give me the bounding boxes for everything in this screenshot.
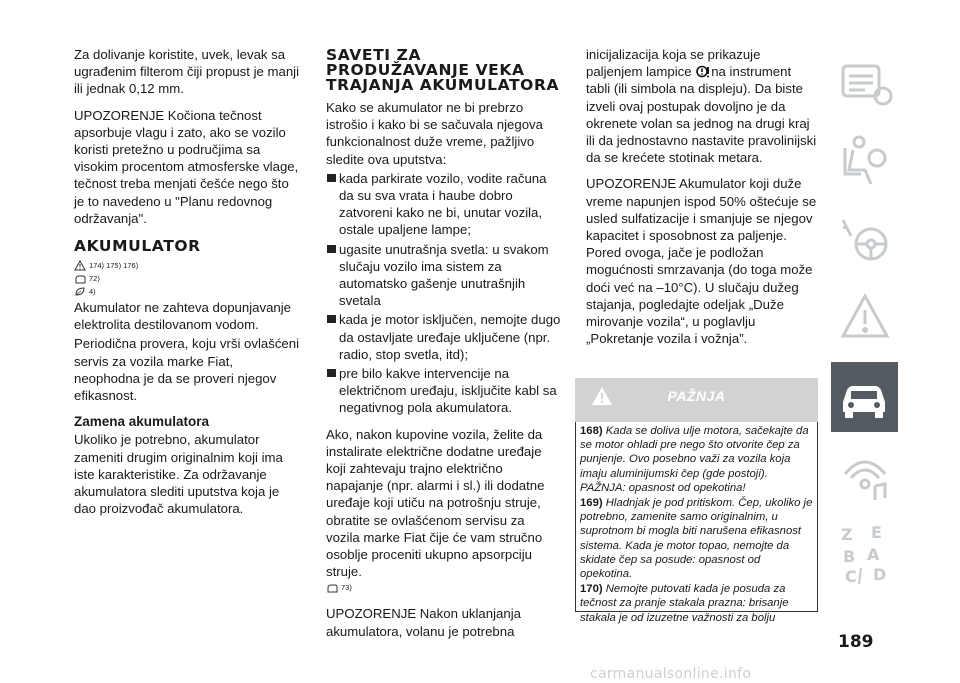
caution-hand-icon (74, 273, 86, 284)
warning-box (575, 378, 818, 624)
column-1 (74, 46, 302, 526)
tab-maintenance[interactable] (831, 362, 898, 432)
warning-box-body (575, 422, 818, 624)
paragraph-funnel: Za dolivanje koristite, uvek, levak sa ugrađenim filterom čiji propust je manji ili jednak 0,12 mm. (74, 47, 300, 97)
paragraph-periodic-check: Periodična provera, koju vrši ovlašćeni servis za vozila marke Fiat, neophodna je da se proveri njegov efikasnost. (74, 336, 300, 404)
tab-starting-driving[interactable] (831, 206, 898, 276)
paragraph-text-end: na instrument tabli (ili simbola na displeju). Da biste izveli ovaj postupak dovoljno je da okrenete volan sa jednog na drugi kraj ili da jednostavno nastavite pravolinijski da se krećete stotinak metara. (586, 64, 817, 166)
svg-text:B: B (843, 547, 856, 566)
subheading-battery-replacement: Zamena akumulatora (74, 414, 210, 430)
warning-box-header (575, 378, 818, 422)
bullet-item: ugasite unutrašnja svetla: u svakom slučaju vozilo ima sistem za automatsko gašenje unutrašnjih svetala (326, 241, 562, 310)
warning-item-number: 168) (580, 425, 603, 437)
bullet-item: kada parkirate vozilo, vodite računa da su sva vrata i haube dobro zatvoreni kako ne bi, unutar vozila, ostale upaljene lampe; (326, 170, 562, 239)
seat-airbag-icon (831, 128, 898, 198)
svg-text:A: A (867, 545, 880, 564)
reference-numbers: 73) (341, 583, 352, 593)
svg-text:C: C (845, 567, 857, 586)
warning-item-number: 169) (580, 497, 603, 510)
tab-car-info[interactable] (831, 50, 898, 120)
warning-item-text: Nemojte putovati kada je posuda za tečnost za pranje stakala prazna: brisanje stakala je od izuzetne važnosti za bolju (580, 583, 789, 624)
paragraph-brake-fluid-warning: UPOZORENJE Kočiona tečnost apsorbuje vlagu i zato, ako se vozilo koristi pretežno u područjima sa visokim procentom atmosferske vlage, tečnost treba menjati češće nego što je to navedeno u "Planu redovnog održavanja". (74, 107, 299, 226)
warning-lights-icon (831, 284, 898, 354)
reference-numbers: 72) (89, 274, 100, 284)
multimedia-icon (831, 440, 898, 510)
section-heading-battery-life: SAVETI ZA PRODUŽAVANJE VEKA TRAJANJA AKUMULATORA (326, 46, 560, 94)
tab-multimedia[interactable] (831, 440, 898, 510)
environment-leaf-icon (74, 286, 86, 297)
section-heading-battery: AKUMULATOR (74, 237, 201, 256)
paragraph-no-topup: Akumulator ne zahteva dopunjavanje elektrolita destilovanom vodom. (74, 300, 292, 333)
paragraph-steering-init (586, 46, 818, 166)
maintenance-car-icon (831, 362, 898, 432)
steering-key-icon (831, 206, 898, 276)
warning-item (580, 496, 813, 581)
warning-triangle-icon (74, 260, 86, 271)
warning-item-text: Kada se doliva ulje motora, sačekajte da se motor ohladi pre nego što otvorite čep za punjenje. Ovo posebno važi za vozila koja imaju aluminijumski čep (gde postoji). PAŽNJA: opasnost od opekotina! (580, 425, 809, 494)
paragraph-text-start: inicijalizacija koja se prikazuje paljenjem lampice (586, 47, 761, 80)
warning-item (580, 424, 813, 495)
eps-warning-lamp-icon (695, 65, 711, 78)
tab-safety[interactable] (831, 128, 898, 198)
bullet-item: pre bilo kakve intervencije na električnom uređaju, isključite kabl sa negativnog pola akumulatora. (326, 365, 562, 417)
tab-warning-lights[interactable] (831, 284, 898, 354)
column-3 (586, 46, 818, 356)
paragraph-undercharge-warning: UPOZORENJE Akumulator koji duže vreme napunjen ispod 50% oštećuje se usled sulfatizacije i smanjuje se njegov kapacitet i sposobnost za paljenje. Pored ovoga, jače je podložan mogućnosti smrzavanja (do toga može doći već na –10°C). U slučaju dužeg stajanja, pogledajte odeljak „Duže mirovanje vozila“, u poglavlju „Pokretanje vozila i vožnja”. (586, 176, 817, 347)
warning-item-number: 170) (580, 583, 603, 596)
reference-row-2 (74, 273, 302, 284)
chapter-sidebar (831, 46, 898, 606)
alphabet-index-icon (831, 518, 898, 588)
page-number: 189 (838, 632, 874, 652)
reference-numbers: 174) 175) 176) (89, 261, 139, 271)
warning-item-text: Hladnjak je pod pritiskom. Čep, ukoliko je potrebno, zamenite samo originalnim, u suprotnom bi mogla biti narušena efikasnost sistema. Kada je motor topao, nemojte da skidate čep sa posude: opasnost od opekotina. (580, 497, 813, 581)
reference-numbers: 4) (89, 287, 96, 297)
caution-hand-icon (326, 582, 338, 593)
column-2 (326, 46, 562, 649)
warning-title: PAŽNJA (667, 388, 726, 404)
reference-row (326, 582, 562, 593)
svg-text:D: D (873, 565, 887, 584)
warning-item (580, 582, 813, 625)
bullet-item: kada je motor isključen, nemojte dugo da ostavljate uređaje uključene (npr. radio, stop svetla, itd); (326, 311, 562, 363)
paragraph-battery-intro: Kako se akumulator ne bi prebrzo istrošio i kako bi se sačuvala njegova funkcionalnost duže vreme, pažljivo sledite ova uputstva: (326, 100, 543, 167)
paragraph-battery-removal-warning: UPOZORENJE Nakon uklanjanja akumulatora, volanu je potrebna (326, 606, 521, 639)
paragraph-accessories: Ako, nakon kupovine vozila, želite da instalirate električne dodatne uređaje koji zahtevaju trajno električno napajanje (npr. alarmi i sl.) ili dodatne uređaje koji utiču na potrošnju struje, obratite se ovlašćenom servisu za vozila marke Fiat čije će vam stručno osoblje proceniti ukupno apsorpciju struje. (326, 426, 545, 580)
watermark: carmanualsonline.info (590, 666, 752, 682)
car-info-icon (831, 50, 898, 120)
reference-row-3 (74, 286, 302, 297)
reference-row-1 (74, 260, 302, 271)
svg-text:E: E (871, 523, 882, 542)
paragraph-replacement: Ukoliko je potrebno, akumulator zameniti drugim originalnim koji ima iste karakteristike. Za održavanje akumulatora slediti uputstva koja je dao proizvođač akumulatora. (74, 432, 283, 517)
svg-text:Z: Z (841, 525, 853, 544)
tab-index[interactable] (831, 518, 898, 588)
